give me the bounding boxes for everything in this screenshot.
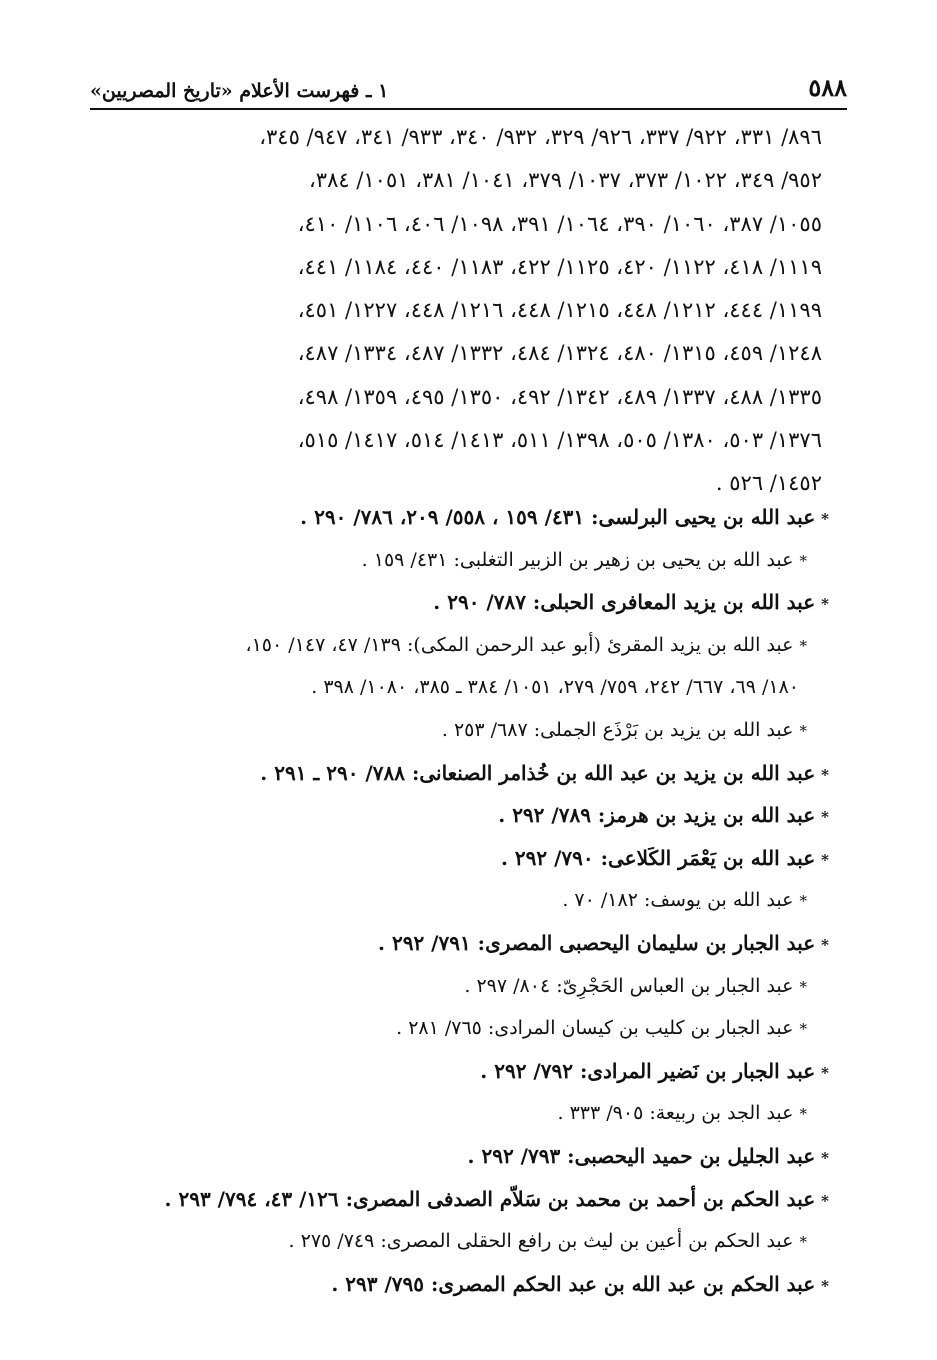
page-header <box>90 68 847 110</box>
entry-marker: * <box>799 636 807 655</box>
index-number-line: ١٠٥٥/ ٣٨٧، ١٠٦٠/ ٣٩٠، ١٠٦٤/ ٣٩١، ١٠٩٨/ ٤٠٦، ١١٠٦/ ٤١٠، <box>297 211 822 236</box>
entry-text: عبد الله بن يحيى البرلسى: ٤٣١/ ١٥٩ ، ٥٥٨/ ٢٠٩، ٧٨٦/ ٢٩٠ . <box>300 505 816 529</box>
index-entry <box>100 752 829 795</box>
entry-marker: * <box>821 1063 829 1082</box>
running-title: ١ ـ فهرست الأعلام «تاريخ المصريين» <box>90 80 389 102</box>
entry-text: عبد الحكم بن أحمد بن محمد بن سَلاّم الصدفى المصرى: ١٢٦/ ٤٣، ٧٩٤/ ٢٩٣ . <box>164 1186 816 1211</box>
index-entry <box>100 1135 829 1178</box>
index-entry <box>100 1050 829 1093</box>
entry-text: عبد الله بن يزيد بن هرمز: ٧٨٩/ ٢٩٢ . <box>498 803 816 828</box>
entry-marker: * <box>799 892 807 911</box>
entry-text: عبد الجبار بن نَضير المرادى: ٧٩٢/ ٢٩٢ . <box>480 1058 816 1083</box>
index-entry <box>100 1092 829 1135</box>
index-number-line: ١١١٩/ ٤١٨، ١١٢٢/ ٤٢٠، ١١٢٥/ ٤٢٢، ١١٨٣/ ٤٤٠، ١١٨٤/ ٤٤١، <box>297 254 822 279</box>
index-entry <box>100 1263 829 1306</box>
index-number-line: ١٢٤٨/ ٤٥٩، ١٣١٥/ ٤٨٠، ١٣٢٤/ ٤٨٤، ١٣٣٢/ ٤٨٧، ١٣٣٤/ ٤٨٧، <box>297 341 822 366</box>
entry-text: عبد الله بن يوسف: ١٨٢/ ٧٠ . <box>562 889 794 912</box>
entry-marker: * <box>821 1148 829 1167</box>
entry-text: عبد الله بن يزيد المقرئ (أبو عبد الرحمن المكى): ١٣٩/ ٤٧، ١٤٧/ ١٥٠، <box>245 633 794 656</box>
index-number-line: ٩٥٢/ ٣٤٩، ١٠٢٢/ ٣٧٣، ١٠٣٧/ ٣٧٩، ١٠٤١/ ٣٨١، ١٠٥١/ ٣٨٤، <box>309 168 822 193</box>
entry-marker: * <box>821 808 829 827</box>
index-entry <box>100 922 829 965</box>
index-number-line: ٨٩٦/ ٣٣١، ٩٢٢/ ٣٣٧، ٩٢٦/ ٣٢٩، ٩٣٢/ ٣٤٠، ٩٣٣/ ٣٤١، ٩٤٧/ ٣٤٥، <box>259 125 822 149</box>
index-number-line: ١٣٣٥/ ٤٨٨، ١٣٣٧/ ٤٨٩، ١٣٤٢/ ٤٩٢، ١٣٥٠/ ٤٩٥، ١٣٥٩/ ٤٩٨، <box>297 384 822 409</box>
entry-text: عبد الجليل بن حميد اليحصبى: ٧٩٣/ ٢٩٢ . <box>467 1143 816 1168</box>
index-number-line: ١٤٥٢/ ٥٢٦ . <box>715 471 822 496</box>
entry-marker: * <box>821 935 829 954</box>
index-number-block <box>100 116 822 506</box>
index-entry <box>100 624 829 667</box>
index-entry <box>100 1007 829 1050</box>
entry-marker: * <box>799 977 807 996</box>
entry-text: عبد الحكم بن أعين بن ليث بن رافع الحقلى المصرى: ٧٤٩/ ٢٧٥ . <box>288 1230 794 1253</box>
entry-marker: * <box>799 1105 807 1124</box>
entry-text: عبد الجبار بن كليب بن كيسان المرادى: ٧٦٥/ ٢٨١ . <box>396 1017 794 1040</box>
entry-text: عبد الله بن يَعْمَر الكَلاعى: ٧٩٠/ ٢٩٢ . <box>500 845 816 870</box>
entry-text: عبد الله بن يزيد المعافرى الحبلى: ٧٨٧/ ٢٩٠ . <box>433 590 816 615</box>
index-entry <box>100 879 829 922</box>
index-entry <box>100 794 829 837</box>
entry-text: ١٨٠/ ٦٩، ٦٦٧/ ٢٤٢، ٧٥٩/ ٢٧٩، ١٠٥١/ ٣٨٤ ـ ٣٨٥، ١٠٨٠/ ٣٩٨ . <box>311 676 799 699</box>
page-number: ٥٨٨ <box>808 73 847 102</box>
index-number-line: ١١٩٩/ ٤٤٤، ١٢١٢/ ٤٤٨، ١٢١٥/ ٤٤٨، ١٢١٦/ ٤٤٨، ١٢٢٧/ ٤٥١، <box>297 298 822 323</box>
entry-marker: * <box>821 510 829 528</box>
index-entry <box>100 965 829 1008</box>
entry-text: عبد الله بن يزيد بن بَرْذَع الجملى: ٦٨٧/ ٢٥٣ . <box>441 718 794 741</box>
entry-marker: * <box>799 551 807 570</box>
entry-text: عبد الجبار بن العباس الحَجْرِىّ: ٨٠٤/ ٢٩٧ . <box>464 974 794 997</box>
entry-marker: * <box>799 1020 807 1039</box>
index-entry <box>100 581 829 624</box>
entry-marker: * <box>799 1233 807 1252</box>
entry-marker: * <box>821 1191 829 1210</box>
index-entry <box>100 1178 829 1221</box>
index-entry-continuation <box>100 666 829 709</box>
entry-text: عبد الحكم بن عبد الله بن عبد الحكم المصرى: ٧٩٥/ ٢٩٣ . <box>331 1271 816 1296</box>
entry-text: عبد الجد بن ربيعة: ٩٠٥/ ٣٣٣ . <box>557 1102 794 1125</box>
index-entry <box>100 496 829 539</box>
index-entry <box>100 1220 829 1263</box>
index-entries <box>100 496 829 1305</box>
entry-text: عبد الله بن يحيى بن زهير بن الزبير التغلبى: ٤٣١/ ١٥٩ . <box>361 548 794 571</box>
entry-text: عبد الجبار بن سليمان اليحصبى المصرى: ٧٩١/ ٢٩٢ . <box>378 930 816 955</box>
entry-text: عبد الله بن يزيد بن عبد الله بن خُذامر الصنعانى: ٧٨٨/ ٢٩٠ ـ ٢٩١ . <box>260 760 816 785</box>
entry-marker: * <box>821 595 829 614</box>
entry-marker: * <box>821 850 829 869</box>
index-number-line: ١٣٧٦/ ٥٠٣، ١٣٨٠/ ٥٠٥، ١٣٩٨/ ٥١١، ١٤١٣/ ٥١٤، ١٤١٧/ ٥١٥، <box>297 428 822 453</box>
entry-marker: * <box>821 765 829 784</box>
index-entry <box>100 837 829 880</box>
entry-marker: * <box>821 1276 829 1295</box>
index-entry <box>100 709 829 752</box>
entry-marker: * <box>799 721 807 740</box>
index-entry <box>100 539 829 582</box>
